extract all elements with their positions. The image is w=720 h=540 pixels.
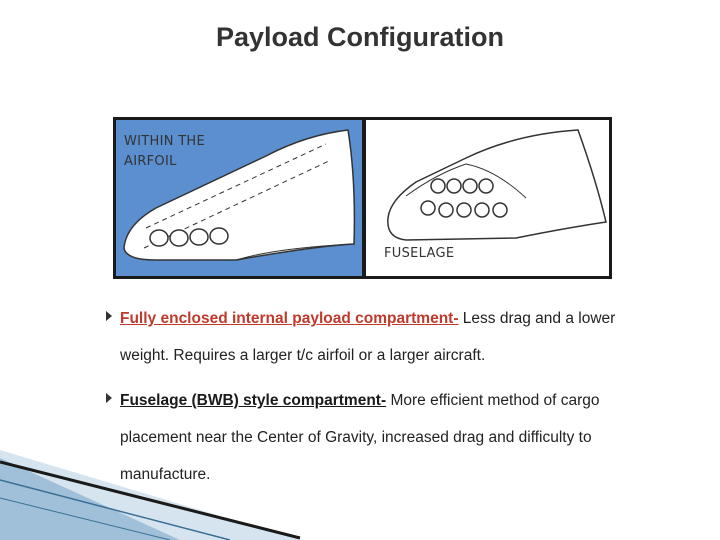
bullet-body: More efficient method of cargo placement near the Center of Gravity, increased drag and difficulty to manufacture. — [120, 392, 600, 483]
bullet-arrow-icon — [106, 311, 112, 321]
bullet-text — [120, 300, 650, 374]
bullet-lead: Fuselage (BWB) style compartment- — [120, 392, 387, 409]
bullet-arrow-icon — [106, 393, 112, 403]
fuselage-panel-label: FUSELAGE — [384, 246, 455, 261]
slide-title: Payload Configuration — [215, 22, 504, 52]
bullet-body: Less drag and a lower weight. Requires a larger t/c airfoil or a larger aircraft. — [120, 310, 616, 364]
corner-decoration — [0, 450, 320, 540]
fuselage-panel — [366, 120, 609, 276]
bullet-item — [110, 300, 650, 374]
bullet-lead: Fully enclosed internal payload compartment- — [120, 310, 459, 327]
wing-airfoil-illustration — [116, 120, 362, 276]
airfoil-panel — [116, 120, 362, 276]
payload-figure — [113, 117, 612, 279]
airfoil-panel-label: WITHIN THE AIRFOIL — [124, 134, 206, 169]
